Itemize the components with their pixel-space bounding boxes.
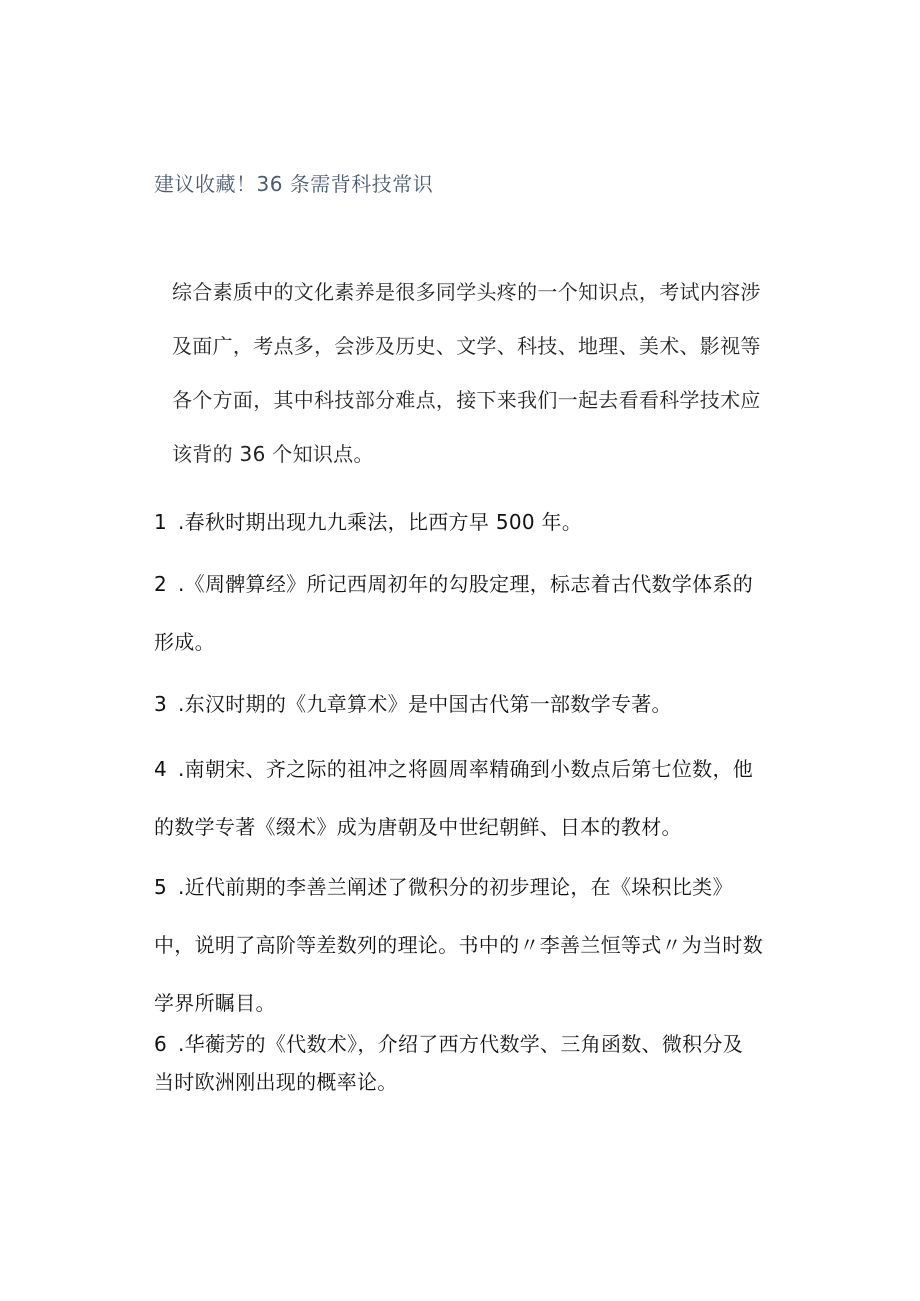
intro-line: 综合素质中的文化素养是很多同学头疼的一个知识点，考试内容涉 xyxy=(172,280,761,304)
list-item-line: 中，说明了高阶等差数列的理论。书中的〃李善兰恒等式〃为当时数 xyxy=(154,933,763,957)
intro-line: 各个方面，其中科技部分难点，接下来我们一起去看看科学技术应 xyxy=(172,388,761,412)
list-item-text: .《周髀算经》所记西周初年的勾股定理，标志着古代数学体系的 xyxy=(178,572,754,596)
intro-line: 及面广，考点多，会涉及历史、文学、科技、地理、美术、影视等 xyxy=(172,334,761,358)
list-item-number: 5 xyxy=(154,875,168,899)
list-item-line xyxy=(154,869,774,927)
list-item-line: 的数学专著《缀术》成为唐朝及中世纪朝鲜、日本的教材。 xyxy=(154,815,682,839)
list-item-line xyxy=(154,1026,774,1064)
list-item-number: 1 xyxy=(154,510,168,534)
list-item-line: 当时欧洲刚出现的概率论。 xyxy=(154,1070,398,1094)
list-item-number: 4 xyxy=(154,757,168,781)
list-item-text: .南朝宋、齐之际的祖冲之将圆周率精确到小数点后第七位数，他 xyxy=(178,757,754,781)
list-item-3 xyxy=(154,686,774,722)
list-item-line xyxy=(154,504,774,540)
list-item-1 xyxy=(154,504,774,540)
list-item-number: 3 xyxy=(154,692,168,716)
list-item-number: 2 xyxy=(154,572,168,596)
list-item-line xyxy=(154,566,774,624)
list-item-text: .华蘅芳的《代数术》，介绍了西方代数学、三角函数、微积分及 xyxy=(178,1032,744,1056)
list-item-text: .春秋时期出现九九乘法，比西方早 500 年。 xyxy=(178,510,583,534)
list-item-5 xyxy=(154,869,774,1021)
intro-paragraph xyxy=(172,274,772,490)
list-item-line: 形成。 xyxy=(154,630,215,654)
list-item-text: .东汉时期的《九章算术》是中国古代第一部数学专著。 xyxy=(178,692,672,716)
list-item-6 xyxy=(154,1026,774,1100)
document-title: 建议收藏！36 条需背科技常识 xyxy=(154,172,434,196)
list-item-2 xyxy=(154,566,774,660)
list-item-line xyxy=(154,686,774,722)
list-item-line: 学界所瞩目。 xyxy=(154,991,276,1015)
list-item-4 xyxy=(154,751,774,845)
list-item-text: .近代前期的李善兰阐述了微积分的初步理论，在《垛积比类》 xyxy=(178,875,733,899)
list-item-number: 6 xyxy=(154,1032,168,1056)
list-item-line xyxy=(154,751,774,809)
intro-line: 该背的 36 个知识点。 xyxy=(172,442,374,466)
